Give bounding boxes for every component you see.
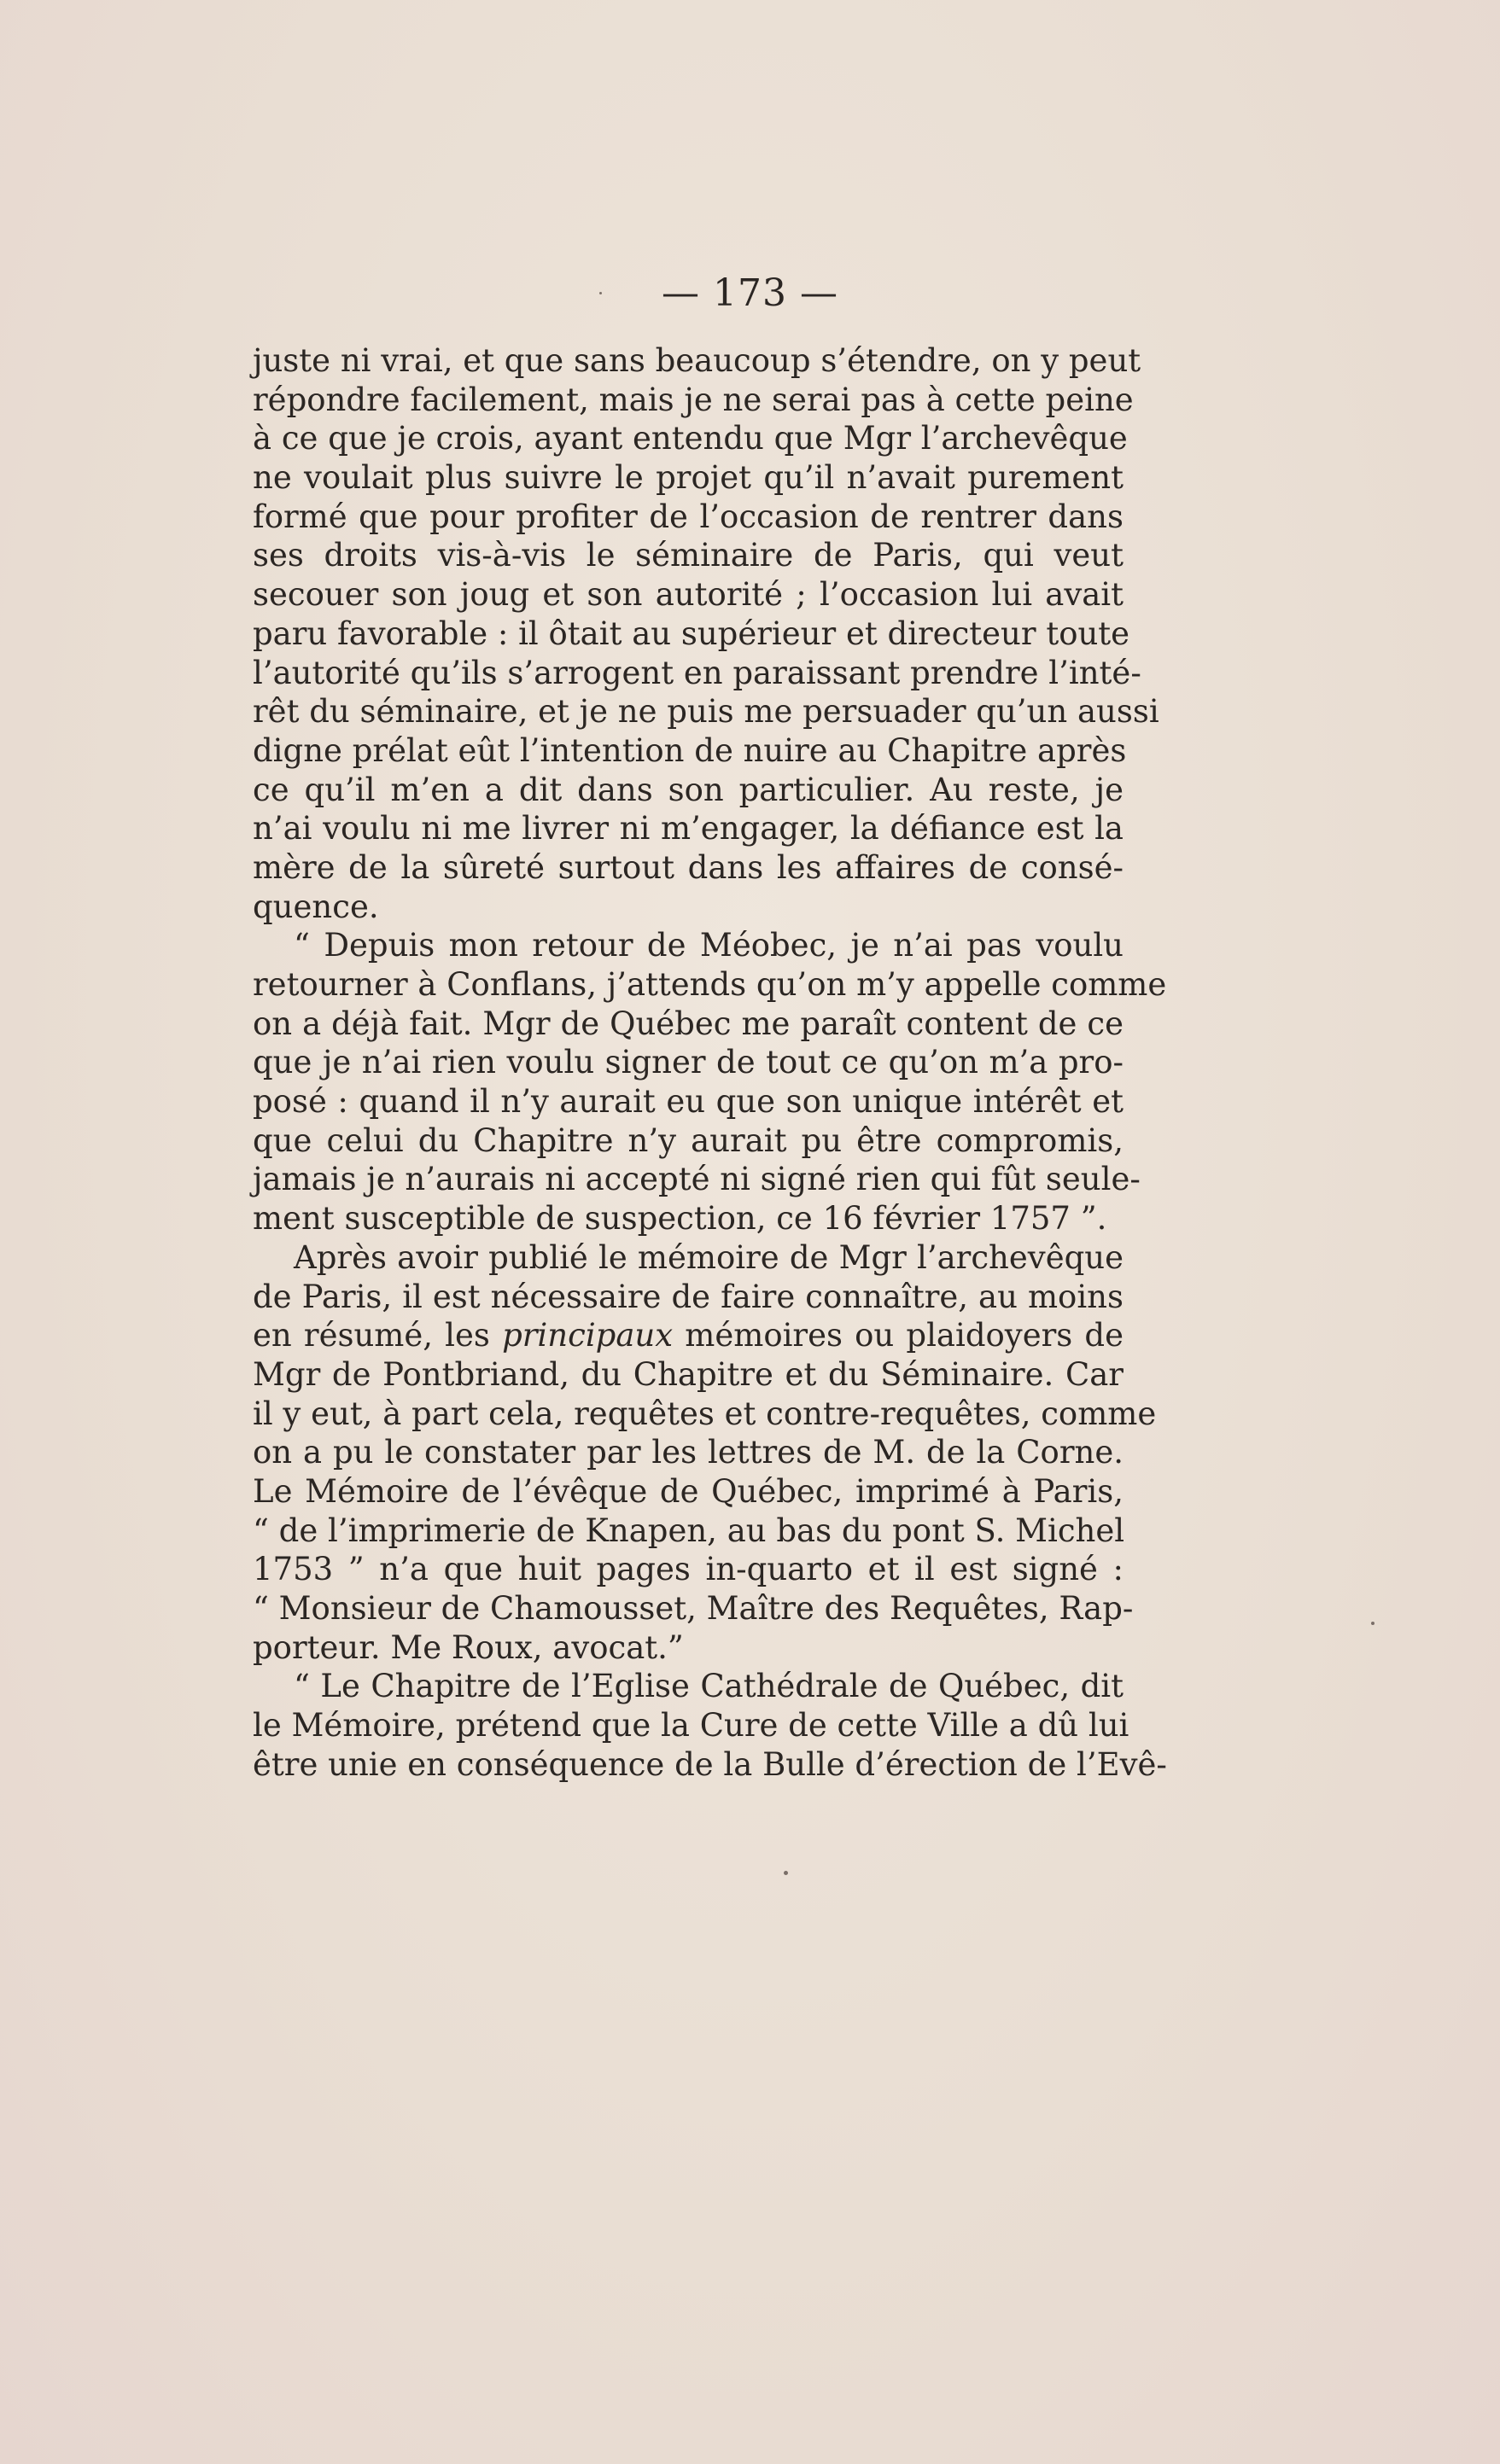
text-line: il y eut, à part cela, requêtes et contre-requêtes, comme <box>253 1395 1157 1432</box>
text-line: à ce que je crois, ayant entendu que Mgr l’archevêque <box>253 420 1128 457</box>
text-line: le Mémoire, prétend que la Cure de cette Ville a dû lui <box>253 1707 1129 1745</box>
paragraph <box>253 1238 1157 1668</box>
text-line: que je n’ai rien voulu signer de tout ce qu’on m’a pro- <box>253 1044 1124 1081</box>
paragraph <box>253 341 1159 926</box>
text-line: “ Depuis mon retour de Méobec, je n’ai pas voulu <box>294 927 1124 964</box>
paragraph <box>253 926 1167 1238</box>
text-line: l’autorité qu’ils s’arrogent en paraissant prendre l’inté- <box>253 654 1141 691</box>
page-number: — 173 — <box>662 271 838 315</box>
text-line: retourner à Conflans, j’attends qu’on m’y appelle comme <box>253 966 1167 1003</box>
text-line: on a pu le constater par les lettres de M. de la Corne. <box>253 1434 1124 1471</box>
text-line: mère de la sûreté surtout dans les affaires de consé- <box>253 848 1124 886</box>
text-line: en résumé, les principaux mémoires ou plaidoyers de <box>253 1317 1124 1354</box>
text-line: Mgr de Pontbriand, du Chapitre et du Séminaire. Car <box>253 1355 1124 1393</box>
text-line: de Paris, il est nécessaire de faire connaître, au moins <box>253 1278 1124 1315</box>
text-line: porteur. Me Roux, avocat.” <box>253 1628 684 1666</box>
text-line: ne voulait plus suivre le projet qu’il n’avait purement <box>253 459 1124 497</box>
text-line: Après avoir publié le mémoire de Mgr l’archevêque <box>294 1238 1124 1276</box>
text-line: 1753 ” n’a que huit pages in-quarto et il est signé : <box>253 1551 1124 1588</box>
text-line: posé : quand il n’y aurait eu que son unique intérêt et <box>253 1083 1124 1121</box>
text-line: que celui du Chapitre n’y aurait pu être compromis, <box>253 1121 1124 1159</box>
text-line: jamais je n’aurais ni accepté ni signé rien qui fût seule- <box>253 1161 1141 1198</box>
text-line: n’ai voulu ni me livrer ni m’engager, la défiance est la <box>253 810 1124 848</box>
text-line: ment susceptible de suspection, ce 16 février 1757 ”. <box>253 1200 1107 1238</box>
text-line: Le Mémoire de l’évêque de Québec, imprimé à Paris, <box>253 1472 1124 1510</box>
text-line: paru favorable : il ôtait au supérieur et directeur toute <box>253 615 1130 652</box>
text-line: être unie en conséquence de la Bulle d’érection de l’Evê- <box>253 1745 1167 1783</box>
ink-speck <box>784 1871 788 1875</box>
text-line: répondre facilement, mais je ne serai pas à cette peine <box>253 381 1134 418</box>
ink-speck <box>1371 1622 1375 1625</box>
text-line: ce qu’il m’en a dit dans son particulier. Au reste, je <box>253 771 1124 808</box>
text-line: juste ni vrai, et que sans beaucoup s’étendre, on y peut <box>253 342 1141 379</box>
text-line: ses droits vis-à-vis le séminaire de Paris, qui veut <box>253 537 1124 574</box>
text-line: “ Monsieur de Chamousset, Maître des Requêtes, Rap- <box>253 1590 1134 1627</box>
text-line: on a déjà fait. Mgr de Québec me paraît content de ce <box>253 1005 1124 1042</box>
text-line: digne prélat eût l’intention de nuire au Chapitre après <box>253 731 1127 769</box>
text-line: secouer son joug et son autorité ; l’occasion lui avait <box>253 576 1124 614</box>
italic-word: principaux <box>502 1317 674 1354</box>
paragraph <box>253 1667 1167 1784</box>
ink-speck <box>599 292 602 294</box>
text-line: formé que pour profiter de l’occasion de rentrer dans <box>253 498 1124 535</box>
text-line: “ Le Chapitre de l’Eglise Cathédrale de Québec, dit <box>294 1668 1124 1705</box>
text-line: “ de l’imprimerie de Knapen, au bas du pont S. Michel <box>253 1512 1125 1549</box>
body-text <box>253 341 1167 1784</box>
text-line: quence. <box>253 888 379 925</box>
text-line: rêt du séminaire, et je ne puis me persuader qu’un aussi <box>253 693 1159 731</box>
